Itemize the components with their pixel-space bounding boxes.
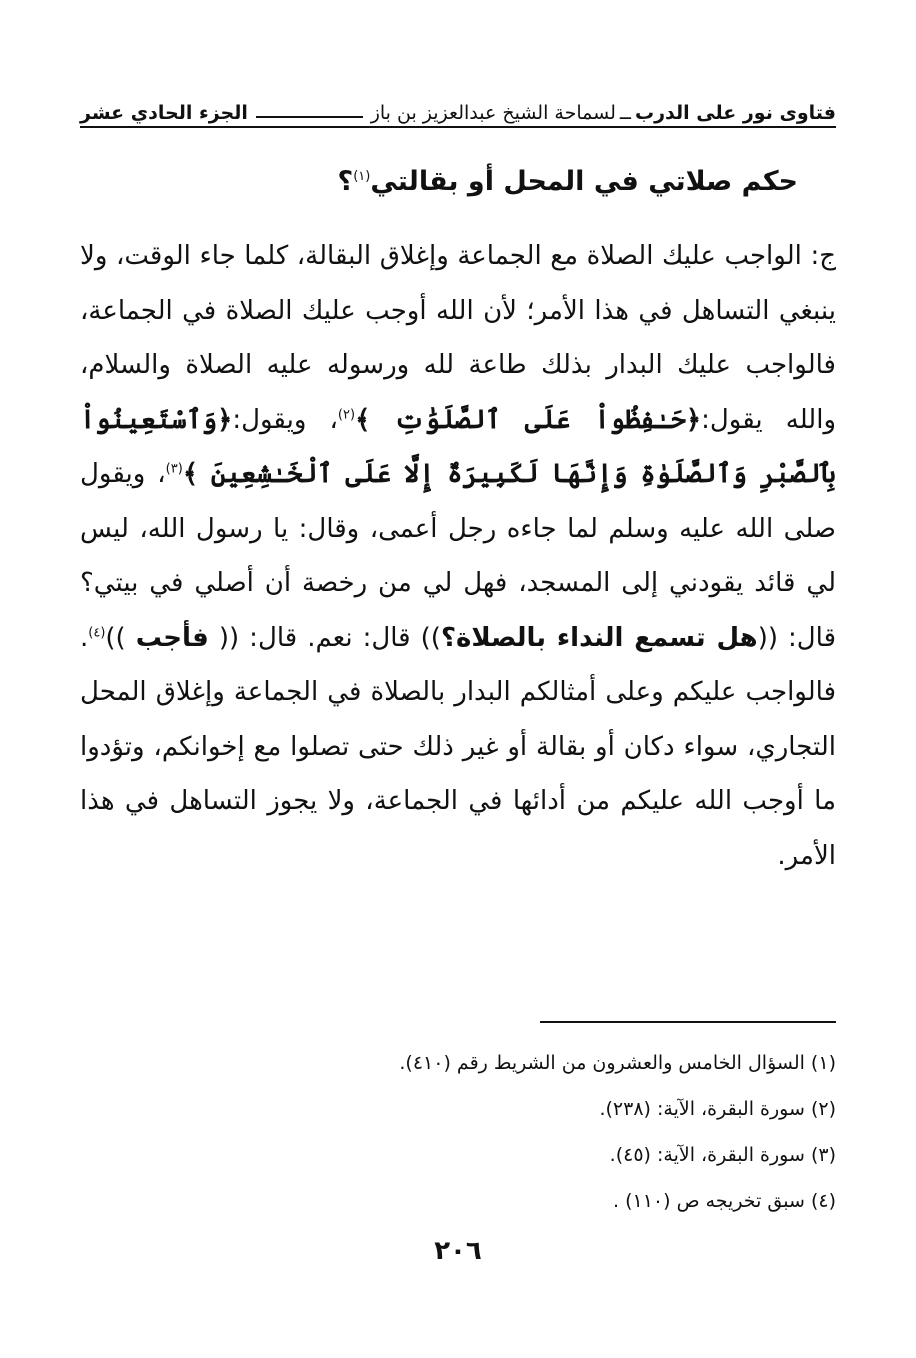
answer-text-5: )) bbox=[105, 622, 136, 653]
answer-text-4: )) قال: نعم. قال: (( bbox=[208, 622, 441, 653]
footnote-ref-2: (٢) bbox=[337, 406, 356, 422]
footnote-ref-3: (٣) bbox=[165, 461, 183, 477]
footnote-divider bbox=[540, 1021, 836, 1023]
author-credit: لسماحة الشيخ عبدالعزيز بن باز bbox=[370, 102, 616, 124]
footnote-1: (١) السؤال الخامس والعشرون من الشريط رقم (٤١٠). bbox=[399, 1052, 836, 1074]
question-heading bbox=[80, 162, 798, 202]
answer-text-6: . فالواجب عليكم وعلى أمثالكم البدار بالصلاة في الجماعة وإغلاق المحل التجاري، سواء دكان أو بقالة أو غير ذلك حتى تصلوا مع إخوانكم، وتؤدوا ما أوجب الله عليكم من أدائها في الجماعة، ولا يجوز التساهل في هذا الأمر. bbox=[80, 622, 836, 871]
footnote-2: (٢) سورة البقرة، الآية: (٢٣٨). bbox=[599, 1098, 836, 1120]
book-title: فتاوى نور على الدرب bbox=[635, 102, 836, 124]
quran-verse-1: ﴿حَـٰفِظُواْ عَلَى ٱلصَّلَوَٰتِ ﴾ bbox=[355, 404, 702, 435]
footnote-3: (٣) سورة البقرة، الآية: (٤٥). bbox=[609, 1144, 836, 1166]
answer-text-3: ، ويقول صلى الله عليه وسلم لما جاءه رجل أعمى، وقال: يا رسول الله، ليس لي قائد يقودني إلى المسجد، فهل لي من رخصة أن أصلي في بيتي؟ قال: (( bbox=[80, 459, 837, 653]
hadith-question: هل تسمع النداء بالصلاة؟ bbox=[440, 622, 758, 653]
quran-verse-2: ﴿وَٱسْتَعِينُواْ بِٱلصَّبْرِ وَٱلصَّلَوٰةِ وَإِنَّهَا لَكَبِيرَةٌ إِلَّا عَلَى ٱلْخَـٰشِعِينَ ﴾ bbox=[80, 404, 836, 489]
footnote-ref-1: (١) bbox=[353, 169, 371, 184]
footnotes bbox=[80, 1040, 836, 1224]
answer-label: ج: bbox=[810, 241, 836, 271]
question-text: حكم صلاتي في المحل أو بقالتي bbox=[370, 166, 798, 197]
footnote-ref-4: (٤) bbox=[88, 624, 106, 640]
header-divider bbox=[80, 126, 836, 128]
page-number: ٢٠٦ bbox=[434, 1236, 482, 1266]
hadith-answer: فأجب bbox=[135, 622, 209, 653]
volume-part: الجزء الحادي عشر bbox=[80, 102, 248, 124]
question-mark: ؟ bbox=[337, 166, 354, 197]
header-separator: ــ bbox=[619, 102, 631, 124]
answer-text-1: الواجب عليك الصلاة مع الجماعة وإغلاق البقالة، كلما جاء الوقت، ولا ينبغي التساهل في هذا الأمر؛ لأن الله أوجب عليك الصلاة في الجماعة، فالواجب عليك البدار بذلك طاعة لله ورسوله عليه الصلاة والسلام، والله يقول: bbox=[80, 241, 837, 435]
answer-body bbox=[80, 229, 836, 883]
running-header bbox=[80, 92, 836, 124]
footnote-4: (٤) سبق تخريجه ص (١١٠) . bbox=[613, 1190, 836, 1212]
header-dash-rule bbox=[256, 116, 363, 118]
answer-text-2: ، ويقول: bbox=[232, 404, 338, 435]
